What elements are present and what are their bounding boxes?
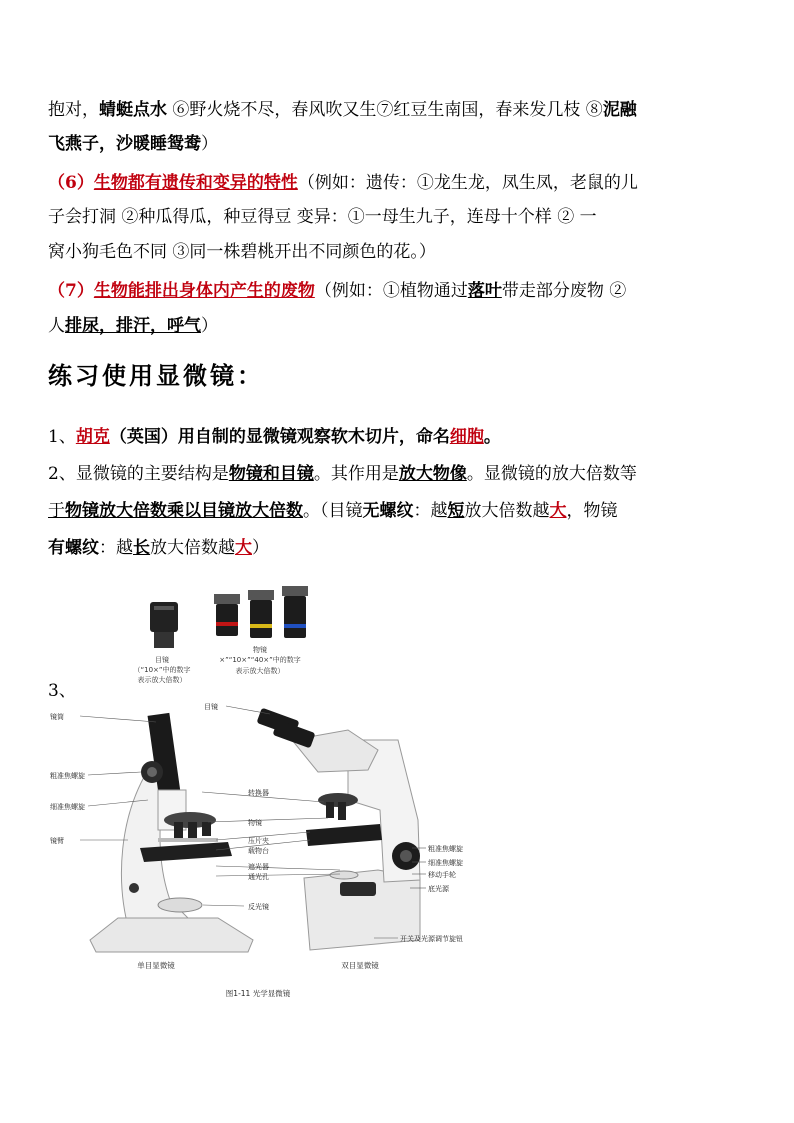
text: 放大倍数越 bbox=[464, 501, 550, 521]
text: 子会打洞 ②种瓜得瓜，种豆得豆 变异：①一母生九子，连母十个样 ② 一 bbox=[48, 207, 597, 227]
key-term: 细胞 bbox=[449, 427, 484, 447]
text-line-7 bbox=[48, 316, 218, 336]
text-line-3 bbox=[48, 173, 638, 193]
question-1 bbox=[48, 427, 501, 447]
bold-underline-text: 排尿，排汗，呼气 bbox=[65, 316, 201, 336]
text-line-4 bbox=[48, 207, 597, 227]
label-stage-wheel: 移动手轮 bbox=[428, 871, 456, 879]
label-coarse-focus-right: 粗准焦螺旋 bbox=[428, 845, 463, 853]
label-fine-focus: 细准焦螺旋 bbox=[50, 803, 85, 811]
label-light-source: 底光源 bbox=[428, 885, 449, 893]
question-2-line-2 bbox=[48, 501, 618, 521]
key-term: 短 bbox=[447, 501, 465, 521]
label-switch: 开关及光源调节旋钮 bbox=[400, 935, 463, 943]
text: 。（目镜 bbox=[303, 501, 363, 521]
bold-text: 蜻蜓点水 bbox=[99, 100, 167, 120]
key-term: 长 bbox=[133, 538, 150, 558]
label-clip: 压片夹 bbox=[248, 837, 269, 845]
label-fine-focus-right: 细准焦螺旋 bbox=[428, 859, 463, 867]
text-line-1 bbox=[48, 100, 637, 120]
text: （例如：①植物通过 bbox=[314, 281, 468, 301]
text: ） bbox=[252, 538, 269, 558]
key-term: 物镜放大倍数乘以目镜放大倍数 bbox=[65, 501, 303, 521]
objective-lenses-image bbox=[214, 586, 308, 638]
label-tube: 镜筒 bbox=[50, 713, 64, 721]
label-arm: 镜臂 bbox=[50, 837, 64, 845]
label-diaphragm: 遮光器 bbox=[248, 863, 269, 871]
label-nosepiece: 转换器 bbox=[248, 789, 269, 797]
bold-text: 飞燕子，沙暖睡鸳鸯 bbox=[48, 134, 201, 154]
item-number: （7） bbox=[48, 281, 94, 301]
bold-underline-text: 落叶 bbox=[467, 281, 502, 301]
section-heading: 练习使用显微镜： bbox=[48, 362, 264, 390]
bold-text: 。 bbox=[483, 427, 501, 447]
text: 1、 bbox=[48, 427, 76, 447]
text: ⑥野火烧不尽，春风吹又生⑦红豆生南国，春来发几枝 ⑧ bbox=[167, 100, 603, 120]
lens-figure bbox=[110, 580, 350, 690]
key-term: 大 bbox=[235, 538, 252, 558]
text: ：越 bbox=[413, 501, 448, 521]
label-coarse-focus: 粗准焦螺旋 bbox=[50, 772, 85, 780]
question-3-number: 3、 bbox=[48, 681, 76, 701]
text: 带走部分废物 ② bbox=[501, 281, 627, 301]
bold-text: 无螺纹 bbox=[362, 501, 414, 521]
objective-caption-3: 表示放大倍数） bbox=[235, 667, 285, 675]
eyepiece-caption-1: 目镜 bbox=[155, 656, 169, 664]
binocular-name: 双目显微镜 bbox=[341, 961, 379, 970]
key-term: 大 bbox=[549, 501, 567, 521]
bold-text: （英国）用自制的显微镜观察软木切片，命名 bbox=[109, 427, 450, 447]
bold-text: 有螺纹 bbox=[48, 538, 99, 558]
text-line-6 bbox=[48, 281, 626, 301]
monocular-name: 单目显微镜 bbox=[137, 961, 175, 970]
key-term: 放大物像 bbox=[398, 464, 467, 484]
text: 2、显微镜的主要结构是 bbox=[48, 464, 229, 484]
text: 抱对， bbox=[48, 100, 99, 120]
text: ：越 bbox=[99, 538, 133, 558]
eyepiece-caption-3: 表示放大倍数） bbox=[137, 676, 187, 684]
item-number: （6） bbox=[48, 173, 94, 193]
question-2-line-3 bbox=[48, 538, 269, 558]
key-point: 生物能排出身体内产生的废物 bbox=[93, 281, 315, 301]
text: （例如：遗传：①龙生龙，凤生凤，老鼠的儿 bbox=[297, 173, 638, 193]
text: 于 bbox=[48, 501, 65, 521]
bold-text: 泥融 bbox=[602, 100, 637, 120]
text: 。其作用是 bbox=[313, 464, 399, 484]
text: 放大倍数越 bbox=[150, 538, 235, 558]
label-eyepiece: 目镜 bbox=[204, 703, 218, 711]
label-aperture: 通光孔 bbox=[248, 873, 269, 881]
text: ） bbox=[201, 134, 218, 154]
monocular-microscope-image bbox=[90, 713, 253, 952]
binocular-microscope-image bbox=[256, 708, 420, 950]
text: ，物镜 bbox=[566, 501, 618, 521]
label-mirror: 反光镜 bbox=[248, 903, 269, 911]
key-term: 物镜和目镜 bbox=[228, 464, 314, 484]
eyepiece-image bbox=[150, 602, 178, 648]
text: 窝小狗毛色不同 ③同一株碧桃开出不同颜色的花。） bbox=[48, 242, 436, 262]
label-stage: 载物台 bbox=[248, 847, 269, 855]
key-term: 胡克 bbox=[75, 427, 110, 447]
objective-caption-1: 物镜 bbox=[253, 646, 267, 654]
label-objective: 物镜 bbox=[248, 819, 262, 827]
eyepiece-caption-2: （“10×”中的数字 bbox=[133, 666, 191, 674]
text: ） bbox=[201, 316, 218, 336]
text: 。显微镜的放大倍数等 bbox=[466, 464, 637, 484]
key-point: 生物都有遗传和变异的特性 bbox=[93, 173, 298, 193]
question-2-line-1 bbox=[48, 464, 637, 484]
figure-caption: 图1-11 光学显微镜 bbox=[225, 989, 291, 998]
text-line-5 bbox=[48, 242, 436, 262]
text: 人 bbox=[48, 316, 65, 336]
text-line-2 bbox=[48, 134, 218, 154]
microscope-figure bbox=[48, 700, 478, 1005]
objective-caption-2: ×”“10×”“40×”中的数字 bbox=[219, 656, 301, 664]
